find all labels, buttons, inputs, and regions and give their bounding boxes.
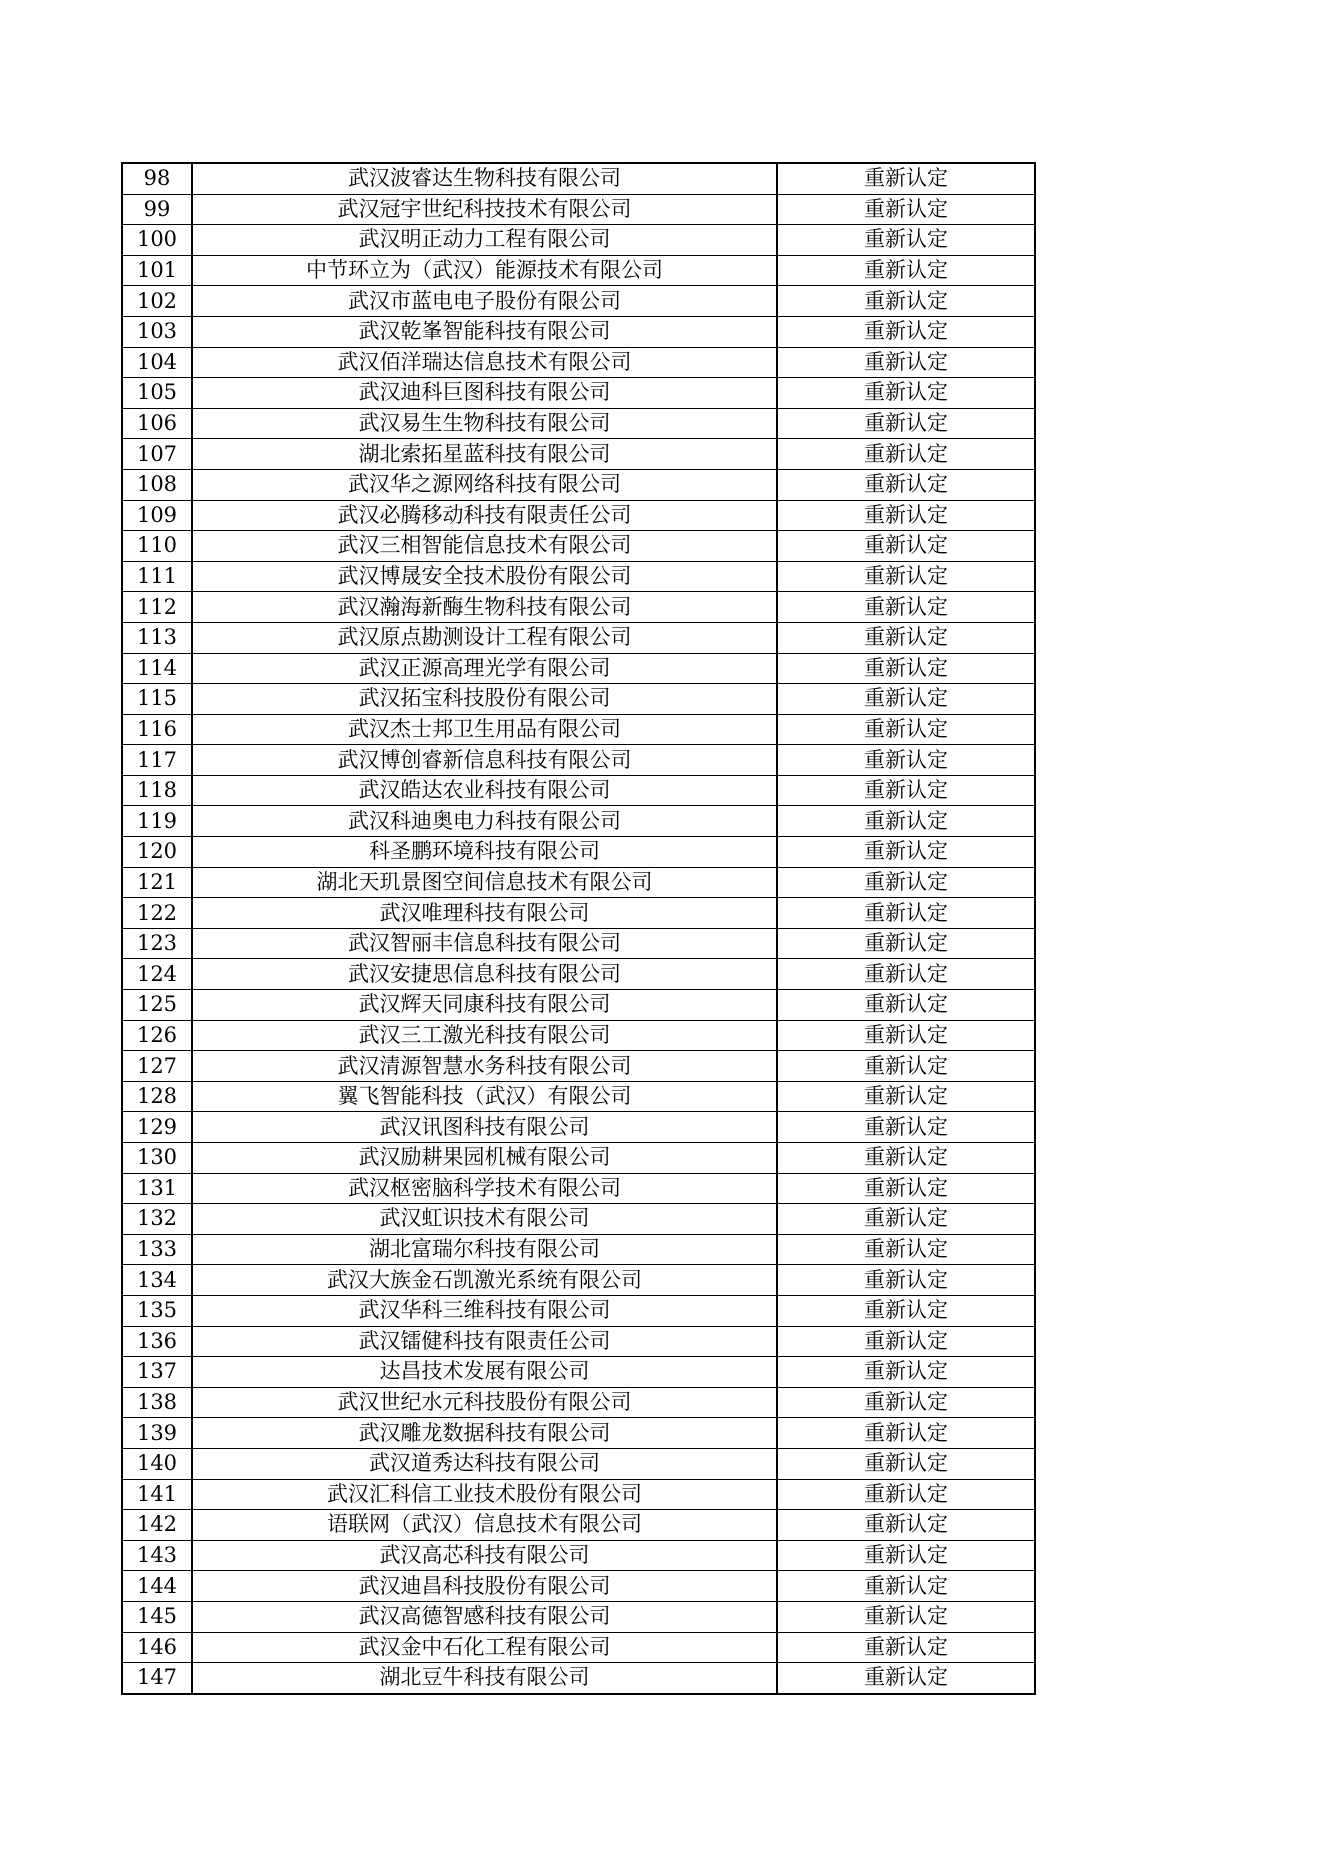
- status-cell: 重新认定: [777, 745, 1035, 776]
- row-number: 123: [122, 928, 192, 959]
- table-row: [122, 1051, 1035, 1082]
- status-cell: 重新认定: [777, 622, 1035, 653]
- row-number: 143: [122, 1540, 192, 1571]
- row-number: 133: [122, 1234, 192, 1265]
- row-number: 105: [122, 378, 192, 409]
- company-name: 武汉三工激光科技有限公司: [192, 1020, 777, 1051]
- table-row: [122, 378, 1035, 409]
- row-number: 145: [122, 1601, 192, 1632]
- table-row: [122, 1571, 1035, 1602]
- company-name: 武汉杰士邦卫生用品有限公司: [192, 714, 777, 745]
- table-row: [122, 867, 1035, 898]
- status-cell: 重新认定: [777, 1510, 1035, 1541]
- row-number: 138: [122, 1387, 192, 1418]
- table-row: [122, 959, 1035, 990]
- table-row: [122, 408, 1035, 439]
- status-cell: 重新认定: [777, 531, 1035, 562]
- row-number: 134: [122, 1265, 192, 1296]
- company-name: 湖北富瑞尔科技有限公司: [192, 1234, 777, 1265]
- status-cell: 重新认定: [777, 1143, 1035, 1174]
- company-name: 武汉三相智能信息技术有限公司: [192, 531, 777, 562]
- company-name: 武汉虹识技术有限公司: [192, 1204, 777, 1235]
- status-cell: 重新认定: [777, 1632, 1035, 1663]
- table-row: [122, 622, 1035, 653]
- company-name: 武汉易生生物科技有限公司: [192, 408, 777, 439]
- status-cell: 重新认定: [777, 1448, 1035, 1479]
- company-name: 武汉博晟安全技术股份有限公司: [192, 561, 777, 592]
- table-row: [122, 1143, 1035, 1174]
- table-row: [122, 286, 1035, 317]
- company-table: [121, 162, 1036, 1695]
- table-row: [122, 775, 1035, 806]
- status-cell: 重新认定: [777, 194, 1035, 225]
- table-row: [122, 928, 1035, 959]
- table-row: [122, 1632, 1035, 1663]
- table-row: [122, 1663, 1035, 1694]
- status-cell: 重新认定: [777, 775, 1035, 806]
- row-number: 118: [122, 775, 192, 806]
- company-name: 武汉镭健科技有限责任公司: [192, 1326, 777, 1357]
- company-name: 武汉唯理科技有限公司: [192, 898, 777, 929]
- company-name: 科圣鹏环境科技有限公司: [192, 837, 777, 868]
- company-name: 武汉讯图科技有限公司: [192, 1112, 777, 1143]
- table-row: [122, 1387, 1035, 1418]
- table-row: [122, 194, 1035, 225]
- row-number: 112: [122, 592, 192, 623]
- company-name: 武汉智丽丰信息科技有限公司: [192, 928, 777, 959]
- status-cell: 重新认定: [777, 1663, 1035, 1694]
- table-row: [122, 745, 1035, 776]
- row-number: 116: [122, 714, 192, 745]
- status-cell: 重新认定: [777, 1265, 1035, 1296]
- status-cell: 重新认定: [777, 1357, 1035, 1388]
- status-cell: 重新认定: [777, 1081, 1035, 1112]
- row-number: 101: [122, 255, 192, 286]
- company-name: 武汉雕龙数据科技有限公司: [192, 1418, 777, 1449]
- company-name: 湖北索拓星蓝科技有限公司: [192, 439, 777, 470]
- table-row: [122, 684, 1035, 715]
- table-row: [122, 1204, 1035, 1235]
- row-number: 139: [122, 1418, 192, 1449]
- table-row: [122, 837, 1035, 868]
- status-cell: 重新认定: [777, 714, 1035, 745]
- row-number: 131: [122, 1173, 192, 1204]
- company-name: 武汉皓达农业科技有限公司: [192, 775, 777, 806]
- row-number: 126: [122, 1020, 192, 1051]
- table-row: [122, 1601, 1035, 1632]
- company-name: 武汉拓宝科技股份有限公司: [192, 684, 777, 715]
- company-name: 武汉冠宇世纪科技技术有限公司: [192, 194, 777, 225]
- row-number: 147: [122, 1663, 192, 1694]
- status-cell: 重新认定: [777, 500, 1035, 531]
- row-number: 104: [122, 347, 192, 378]
- status-cell: 重新认定: [777, 225, 1035, 256]
- table-row: [122, 898, 1035, 929]
- status-cell: 重新认定: [777, 1051, 1035, 1082]
- row-number: 107: [122, 439, 192, 470]
- company-name: 武汉高芯科技有限公司: [192, 1540, 777, 1571]
- company-name: 武汉波睿达生物科技有限公司: [192, 163, 777, 194]
- row-number: 120: [122, 837, 192, 868]
- table-row: [122, 1173, 1035, 1204]
- company-name: 武汉华科三维科技有限公司: [192, 1295, 777, 1326]
- table-row: [122, 1081, 1035, 1112]
- status-cell: 重新认定: [777, 1173, 1035, 1204]
- table-row: [122, 255, 1035, 286]
- table-row: [122, 806, 1035, 837]
- status-cell: 重新认定: [777, 286, 1035, 317]
- status-cell: 重新认定: [777, 592, 1035, 623]
- table-row: [122, 1448, 1035, 1479]
- status-cell: 重新认定: [777, 1540, 1035, 1571]
- row-number: 125: [122, 990, 192, 1021]
- row-number: 108: [122, 469, 192, 500]
- row-number: 142: [122, 1510, 192, 1541]
- company-name: 武汉乾峯智能科技有限公司: [192, 316, 777, 347]
- company-name: 武汉市蓝电电子股份有限公司: [192, 286, 777, 317]
- company-name: 武汉汇科信工业技术股份有限公司: [192, 1479, 777, 1510]
- table-row: [122, 1112, 1035, 1143]
- status-cell: 重新认定: [777, 1204, 1035, 1235]
- table-body: [122, 163, 1035, 1694]
- company-name: 中节环立为（武汉）能源技术有限公司: [192, 255, 777, 286]
- company-name: 武汉明正动力工程有限公司: [192, 225, 777, 256]
- row-number: 98: [122, 163, 192, 194]
- status-cell: 重新认定: [777, 1295, 1035, 1326]
- status-cell: 重新认定: [777, 1418, 1035, 1449]
- row-number: 130: [122, 1143, 192, 1174]
- row-number: 127: [122, 1051, 192, 1082]
- company-name: 达昌技术发展有限公司: [192, 1357, 777, 1388]
- status-cell: 重新认定: [777, 806, 1035, 837]
- company-name: 武汉枢密脑科学技术有限公司: [192, 1173, 777, 1204]
- row-number: 141: [122, 1479, 192, 1510]
- company-name: 武汉金中石化工程有限公司: [192, 1632, 777, 1663]
- row-number: 115: [122, 684, 192, 715]
- status-cell: 重新认定: [777, 959, 1035, 990]
- row-number: 121: [122, 867, 192, 898]
- table-row: [122, 1418, 1035, 1449]
- status-cell: 重新认定: [777, 990, 1035, 1021]
- table-row: [122, 1540, 1035, 1571]
- table-row: [122, 1265, 1035, 1296]
- table-row: [122, 561, 1035, 592]
- company-name: 翼飞智能科技（武汉）有限公司: [192, 1081, 777, 1112]
- row-number: 117: [122, 745, 192, 776]
- row-number: 103: [122, 316, 192, 347]
- status-cell: 重新认定: [777, 1234, 1035, 1265]
- company-name: 武汉佰洋瑞达信息技术有限公司: [192, 347, 777, 378]
- row-number: 99: [122, 194, 192, 225]
- status-cell: 重新认定: [777, 898, 1035, 929]
- table-row: [122, 439, 1035, 470]
- row-number: 128: [122, 1081, 192, 1112]
- row-number: 129: [122, 1112, 192, 1143]
- company-name: 武汉迪昌科技股份有限公司: [192, 1571, 777, 1602]
- status-cell: 重新认定: [777, 469, 1035, 500]
- table-row: [122, 1479, 1035, 1510]
- table-row: [122, 653, 1035, 684]
- row-number: 114: [122, 653, 192, 684]
- status-cell: 重新认定: [777, 1601, 1035, 1632]
- company-name: 湖北天玑景图空间信息技术有限公司: [192, 867, 777, 898]
- row-number: 144: [122, 1571, 192, 1602]
- company-name: 武汉原点勘测设计工程有限公司: [192, 622, 777, 653]
- table-row: [122, 990, 1035, 1021]
- company-name: 武汉瀚海新酶生物科技有限公司: [192, 592, 777, 623]
- company-name: 武汉必腾移动科技有限责任公司: [192, 500, 777, 531]
- row-number: 109: [122, 500, 192, 531]
- company-name: 武汉世纪水元科技股份有限公司: [192, 1387, 777, 1418]
- company-name: 武汉正源高理光学有限公司: [192, 653, 777, 684]
- status-cell: 重新认定: [777, 439, 1035, 470]
- company-name: 武汉清源智慧水务科技有限公司: [192, 1051, 777, 1082]
- table-row: [122, 1295, 1035, 1326]
- company-name: 武汉高德智感科技有限公司: [192, 1601, 777, 1632]
- status-cell: 重新认定: [777, 653, 1035, 684]
- table-row: [122, 531, 1035, 562]
- table-row: [122, 500, 1035, 531]
- table-row: [122, 1020, 1035, 1051]
- table-row: [122, 316, 1035, 347]
- row-number: 135: [122, 1295, 192, 1326]
- company-name: 武汉安捷思信息科技有限公司: [192, 959, 777, 990]
- row-number: 119: [122, 806, 192, 837]
- row-number: 122: [122, 898, 192, 929]
- table-row: [122, 1510, 1035, 1541]
- status-cell: 重新认定: [777, 561, 1035, 592]
- status-cell: 重新认定: [777, 163, 1035, 194]
- status-cell: 重新认定: [777, 1571, 1035, 1602]
- row-number: 137: [122, 1357, 192, 1388]
- table-row: [122, 1234, 1035, 1265]
- company-name: 武汉科迪奥电力科技有限公司: [192, 806, 777, 837]
- company-name: 武汉辉天同康科技有限公司: [192, 990, 777, 1021]
- row-number: 102: [122, 286, 192, 317]
- status-cell: 重新认定: [777, 347, 1035, 378]
- company-name: 武汉道秀达科技有限公司: [192, 1448, 777, 1479]
- company-name: 湖北豆牛科技有限公司: [192, 1663, 777, 1694]
- status-cell: 重新认定: [777, 1326, 1035, 1357]
- company-name: 武汉华之源网络科技有限公司: [192, 469, 777, 500]
- row-number: 110: [122, 531, 192, 562]
- status-cell: 重新认定: [777, 1112, 1035, 1143]
- table-row: [122, 163, 1035, 194]
- status-cell: 重新认定: [777, 837, 1035, 868]
- status-cell: 重新认定: [777, 378, 1035, 409]
- table-row: [122, 347, 1035, 378]
- table-row: [122, 714, 1035, 745]
- status-cell: 重新认定: [777, 408, 1035, 439]
- status-cell: 重新认定: [777, 316, 1035, 347]
- table-row: [122, 592, 1035, 623]
- status-cell: 重新认定: [777, 1020, 1035, 1051]
- table-row: [122, 1357, 1035, 1388]
- company-name: 语联网（武汉）信息技术有限公司: [192, 1510, 777, 1541]
- row-number: 113: [122, 622, 192, 653]
- status-cell: 重新认定: [777, 1387, 1035, 1418]
- company-name: 武汉大族金石凯激光系统有限公司: [192, 1265, 777, 1296]
- company-name: 武汉励耕果园机械有限公司: [192, 1143, 777, 1174]
- row-number: 106: [122, 408, 192, 439]
- row-number: 136: [122, 1326, 192, 1357]
- row-number: 111: [122, 561, 192, 592]
- row-number: 146: [122, 1632, 192, 1663]
- company-name: 武汉迪科巨图科技有限公司: [192, 378, 777, 409]
- status-cell: 重新认定: [777, 255, 1035, 286]
- status-cell: 重新认定: [777, 928, 1035, 959]
- row-number: 132: [122, 1204, 192, 1235]
- table-row: [122, 469, 1035, 500]
- row-number: 100: [122, 225, 192, 256]
- status-cell: 重新认定: [777, 867, 1035, 898]
- row-number: 140: [122, 1448, 192, 1479]
- table-row: [122, 225, 1035, 256]
- table-row: [122, 1326, 1035, 1357]
- row-number: 124: [122, 959, 192, 990]
- status-cell: 重新认定: [777, 684, 1035, 715]
- status-cell: 重新认定: [777, 1479, 1035, 1510]
- company-name: 武汉博创睿新信息科技有限公司: [192, 745, 777, 776]
